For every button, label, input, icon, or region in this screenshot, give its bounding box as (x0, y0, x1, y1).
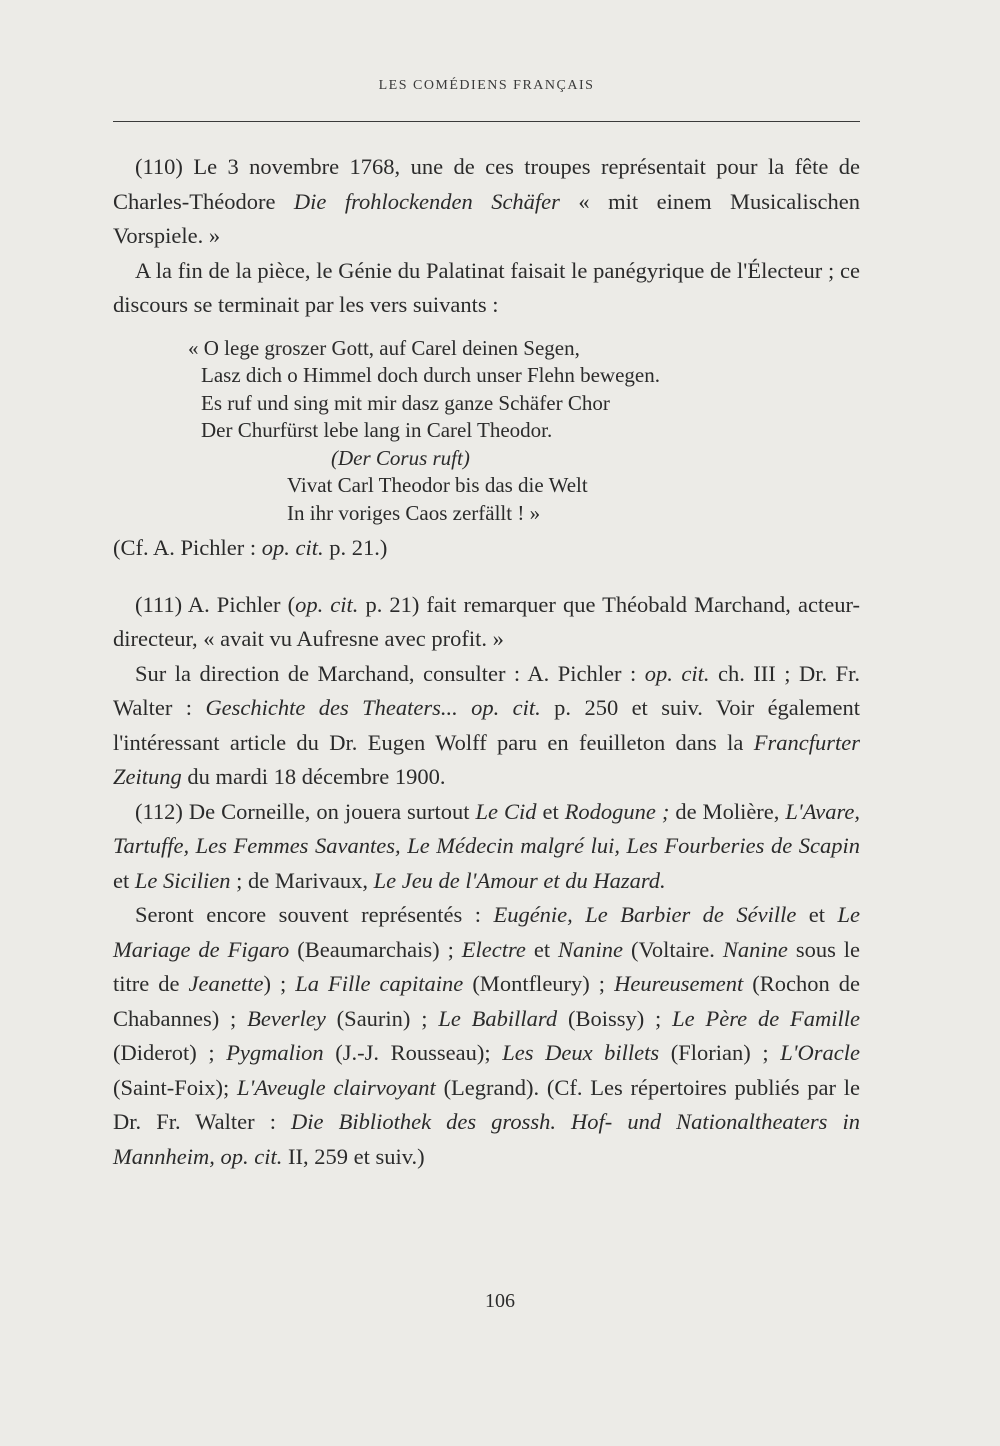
note-110-paragraph (113, 150, 860, 254)
text-run: (Rochon de Chabannes) ; (113, 971, 860, 1031)
text-run: (Beaumarchais) ; (289, 936, 462, 962)
italic-title: Nanine (558, 936, 624, 962)
italic-title: Le Mariage de Figaro (113, 902, 861, 962)
italic-ref: op. cit. (295, 591, 359, 617)
note-110-paragraph-2: A la fin de la pièce, le Génie du Palatinat faisait le panégyrique de l'Électeur ; ce discours se terminait par les vers suivants : (113, 257, 860, 317)
text-run: (J.-J. Rousseau); (323, 1040, 503, 1065)
italic-title: Jeanette (188, 971, 264, 996)
text-run: Sur la direction de Marchand, consulter : A. Pichler : (135, 660, 645, 686)
italic-title: Electre (461, 936, 526, 962)
text-run: p. 250 et suiv. Voir également l'intéressant article du Dr. Eugen Wolff paru en feuilleton dans la (113, 695, 861, 755)
italic-title: Le Cid (475, 798, 537, 824)
text-run: (Florian) ; (659, 1040, 781, 1065)
verse-line: « O lege groszer Gott, auf Carel deinen Segen, (188, 335, 580, 360)
note-111-paragraph (113, 588, 860, 657)
text-run: et (536, 798, 565, 824)
text-run: sous le titre de (113, 936, 861, 996)
italic-title: Die Bibliothek des grossh. Hof- und Nationaltheaters in Mannheim, op. cit. (113, 1109, 860, 1169)
text-run: p. 21) fait remarquer que Théobald Marchand, acteur-directeur, « avait vu Aufresne avec profit. » (113, 591, 860, 651)
italic-title: Eugénie, Le Barbier de Séville (493, 902, 797, 927)
text-run: ch. III ; Dr. Fr. Walter : (113, 660, 861, 720)
text-run: p. 21.) (323, 535, 388, 560)
page-number: 106 (485, 1290, 515, 1312)
italic-title: Geschichte des Theaters... op. cit. (205, 695, 541, 720)
text-run: et (525, 936, 559, 962)
note-number: (110) (135, 154, 194, 179)
header-rule (113, 121, 860, 122)
citation (113, 531, 860, 566)
verse-line: Lasz dich o Himmel doch durch unser Flehn bewegen. (201, 363, 660, 387)
italic-title: Les Deux billets (502, 1040, 660, 1065)
running-title: LES COMÉDIENS FRANÇAIS (378, 78, 595, 93)
verse-line: Der Churfürst lebe lang in Carel Theodor. (201, 418, 553, 442)
text-run: Le 3 novembre 1768, une de ces troupes représentait pour la fête de Charles-Théodore (113, 154, 860, 214)
italic-title: Francfurter Zeitung (113, 729, 860, 789)
italic-title: Pygmalion (226, 1040, 324, 1065)
italic-title: L'Oracle (780, 1040, 861, 1065)
italic-title: Heureusement (614, 971, 744, 996)
text-run: Seront encore souvent représentés : (135, 902, 494, 927)
italic-title: Le Jeu de l'Amour et du Hazard. (373, 867, 666, 893)
text-run: (Montfleury) ; (463, 971, 615, 996)
text-run: (Legrand). (Cf. Les répertoires publiés par le Dr. Fr. Walter : (113, 1074, 860, 1134)
stage-direction: (Der Corus ruft) (331, 445, 470, 470)
text-run: (Saurin) ; (325, 1005, 439, 1031)
text-run: « mit einem Musicalischen Vorspiele. » (113, 188, 861, 248)
text-run: (112) De Corneille, on jouera surtout (135, 798, 476, 824)
text-run: ; de Marivaux, (230, 867, 374, 893)
text-run: (Voltaire. (623, 936, 723, 962)
text-run: et (113, 867, 135, 893)
italic-title: L'Aveugle clairvoyant (237, 1074, 436, 1100)
note-112-paragraph (113, 795, 860, 899)
italic-ref: op. cit. (644, 660, 710, 686)
verse-line: In ihr voriges Caos zerfällt ! » (287, 500, 541, 525)
italic-title: La Fille capitaine (295, 971, 464, 996)
text-run: (Boissy) ; (557, 1005, 673, 1031)
italic-title: Beverley (247, 1005, 326, 1031)
note-111-paragraph-2 (113, 657, 860, 795)
italic-title: Die frohlockenden Schäfer (293, 188, 560, 214)
italic-title: Le Père de Famille (672, 1005, 861, 1031)
italic-title: Nanine (722, 936, 788, 962)
text-run: (Saint-Foix); (113, 1074, 238, 1100)
text-run: de Molière, (669, 798, 786, 824)
text-run: II, 259 et suiv.) (282, 1143, 425, 1169)
italic-ref: op. cit. (261, 535, 324, 560)
verse-line: Vivat Carl Theodor bis das die Welt (287, 473, 588, 497)
italic-title: Le Sicilien (134, 867, 231, 893)
text-run: du mardi 18 décembre 1900. (181, 764, 446, 789)
text-run: (Cf. A. Pichler : (113, 535, 262, 560)
note-112-paragraph-2 (113, 898, 860, 1174)
text-run: et (796, 902, 838, 927)
text-run: (111) A. Pichler ( (135, 591, 296, 617)
italic-title: L'Avare, Tartuffe, Les Femmes Savantes, Le Médecin malgré lui, Les Fourberies de Scapin (113, 798, 860, 858)
verse-quotation (113, 335, 860, 528)
text-run: (Diderot) ; (113, 1040, 227, 1065)
italic-title: Le Babillard (438, 1005, 558, 1031)
page-body (113, 150, 860, 1174)
verse-line: Es ruf und sing mit mir dasz ganze Schäfer Chor (201, 390, 610, 415)
text-run: ) ; (263, 971, 296, 996)
italic-title: Rodogune ; (564, 798, 670, 824)
